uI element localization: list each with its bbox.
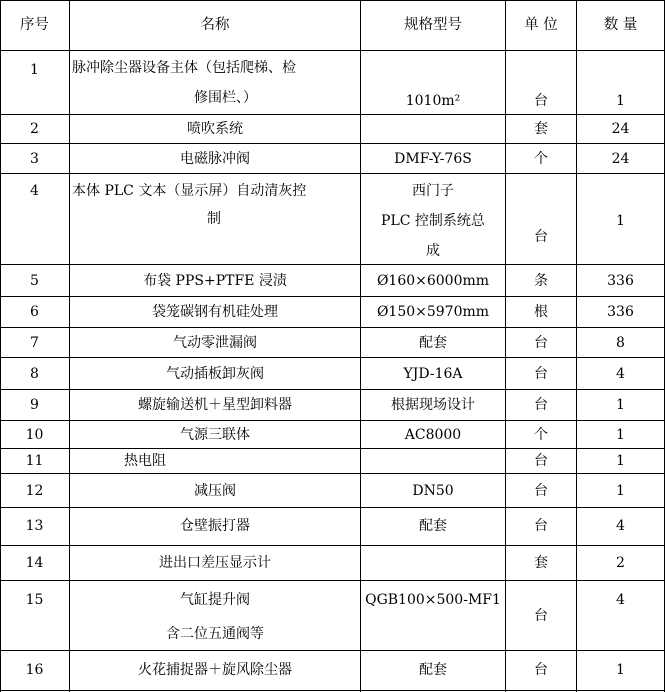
row-name: 仓壁振打器 bbox=[180, 518, 250, 534]
row-unit: 台 bbox=[534, 608, 548, 624]
row-divider bbox=[0, 448, 665, 449]
row-divider bbox=[0, 327, 665, 328]
row-qty: 4 bbox=[616, 518, 625, 534]
row-divider bbox=[0, 357, 665, 358]
row-unit: 台 bbox=[534, 453, 548, 469]
row-qty: 1 bbox=[616, 453, 625, 469]
row-qty: 24 bbox=[611, 151, 630, 167]
row-no: 11 bbox=[25, 453, 44, 469]
row-divider bbox=[0, 507, 665, 508]
row-spec: PLC 控制系统总 bbox=[381, 213, 485, 229]
header-name: 名称 bbox=[200, 17, 230, 33]
row-divider bbox=[0, 545, 665, 546]
row-no: 4 bbox=[30, 183, 39, 199]
header-unit: 单 位 bbox=[524, 17, 558, 33]
row-spec: 1010m² bbox=[405, 93, 461, 109]
row-qty: 1 bbox=[616, 213, 625, 229]
row-name: 本体 PLC 文本（显示屏）自动清灰控 bbox=[72, 183, 307, 199]
row-no: 2 bbox=[30, 121, 39, 137]
row-spec: 根据现场设计 bbox=[391, 397, 475, 413]
row-unit: 台 bbox=[534, 518, 548, 534]
row-name: 制 bbox=[207, 211, 221, 227]
row-divider bbox=[0, 580, 665, 581]
row-qty: 24 bbox=[611, 121, 630, 137]
row-unit: 台 bbox=[534, 662, 548, 678]
row-no: 6 bbox=[30, 304, 39, 320]
header-no: 序号 bbox=[20, 17, 49, 33]
row-unit: 台 bbox=[534, 397, 548, 413]
header-spec: 规格型号 bbox=[404, 17, 462, 33]
row-divider bbox=[0, 296, 665, 297]
row-no: 14 bbox=[25, 555, 44, 571]
row-name: 气动零泄漏阀 bbox=[173, 335, 257, 351]
row-qty: 1 bbox=[616, 662, 625, 678]
row-spec: 成 bbox=[426, 243, 440, 259]
row-name: 火花捕捉器＋旋风除尘器 bbox=[138, 662, 292, 678]
row-name: 热电阻 bbox=[124, 453, 166, 469]
row-unit: 台 bbox=[534, 366, 548, 382]
row-spec: Ø160×6000mm bbox=[376, 273, 490, 289]
row-unit: 根 bbox=[534, 304, 548, 320]
header-qty: 数 量 bbox=[603, 17, 638, 33]
row-name: 气缸提升阀 bbox=[180, 592, 250, 608]
row-no: 16 bbox=[25, 662, 44, 678]
row-unit: 台 bbox=[534, 335, 548, 351]
row-divider bbox=[0, 264, 665, 265]
row-divider bbox=[0, 173, 665, 174]
row-no: 3 bbox=[30, 151, 39, 167]
row-spec: DN50 bbox=[412, 483, 454, 499]
row-qty: 1 bbox=[616, 427, 625, 443]
row-divider bbox=[0, 650, 665, 651]
row-spec: 配套 bbox=[419, 662, 447, 678]
row-name: 袋笼碳钢有机硅处理 bbox=[152, 304, 278, 320]
row-name: 电磁脉冲阀 bbox=[180, 151, 250, 167]
row-name: 减压阀 bbox=[194, 483, 236, 499]
row-name: 螺旋输送机＋星型卸料器 bbox=[138, 397, 292, 413]
row-name: 气源三联体 bbox=[180, 427, 250, 443]
row-qty: 4 bbox=[616, 366, 625, 382]
row-divider bbox=[0, 143, 665, 144]
row-divider bbox=[0, 114, 665, 115]
row-unit: 台 bbox=[534, 229, 548, 245]
row-spec: YJD-16A bbox=[403, 366, 463, 382]
row-name: 气动插板卸灰阀 bbox=[166, 366, 264, 382]
row-divider bbox=[0, 420, 665, 421]
row-no: 10 bbox=[25, 427, 44, 443]
row-name: 喷吹系统 bbox=[187, 121, 243, 137]
row-spec: Ø150×5970mm bbox=[376, 304, 490, 320]
row-qty: 336 bbox=[607, 273, 634, 289]
row-qty: 1 bbox=[616, 397, 625, 413]
row-no: 13 bbox=[25, 518, 44, 534]
row-name: 进出口差压显示计 bbox=[159, 555, 271, 571]
row-unit: 台 bbox=[534, 483, 548, 499]
row-spec: AC8000 bbox=[404, 427, 462, 443]
row-divider bbox=[0, 0, 665, 1]
row-unit: 条 bbox=[534, 273, 548, 289]
row-unit: 台 bbox=[534, 93, 548, 109]
row-qty: 1 bbox=[616, 93, 625, 109]
row-name: 布袋 PPS+PTFE 浸渍 bbox=[143, 273, 287, 289]
row-qty: 2 bbox=[616, 555, 625, 571]
row-no: 15 bbox=[25, 592, 44, 608]
row-spec: 配套 bbox=[419, 335, 447, 351]
row-spec: QGB100×500-MF1 bbox=[365, 592, 501, 608]
row-no: 12 bbox=[25, 483, 44, 499]
row-unit: 套 bbox=[534, 121, 548, 137]
row-divider bbox=[0, 473, 665, 474]
row-no: 8 bbox=[30, 366, 39, 382]
row-qty: 4 bbox=[616, 592, 625, 608]
row-unit: 个 bbox=[534, 427, 548, 443]
row-name: 脉冲除尘器设备主体（包括爬梯、检 bbox=[72, 60, 296, 76]
row-spec: DMF-Y-76S bbox=[394, 151, 472, 167]
row-no: 9 bbox=[30, 397, 39, 413]
row-spec: 西门子 bbox=[412, 183, 454, 199]
row-unit: 套 bbox=[534, 555, 548, 571]
row-divider bbox=[0, 389, 665, 390]
row-qty: 336 bbox=[607, 304, 634, 320]
row-no: 7 bbox=[30, 335, 39, 351]
table-border bbox=[0, 690, 665, 691]
row-name: 修围栏、） bbox=[194, 90, 257, 106]
row-qty: 8 bbox=[616, 335, 625, 351]
row-name: 含二位五通阀等 bbox=[166, 626, 264, 642]
row-qty: 1 bbox=[616, 483, 625, 499]
row-no: 5 bbox=[30, 273, 39, 289]
row-no: 1 bbox=[30, 62, 39, 78]
row-divider bbox=[0, 50, 665, 51]
row-spec: 配套 bbox=[419, 518, 447, 534]
row-unit: 个 bbox=[534, 151, 548, 167]
